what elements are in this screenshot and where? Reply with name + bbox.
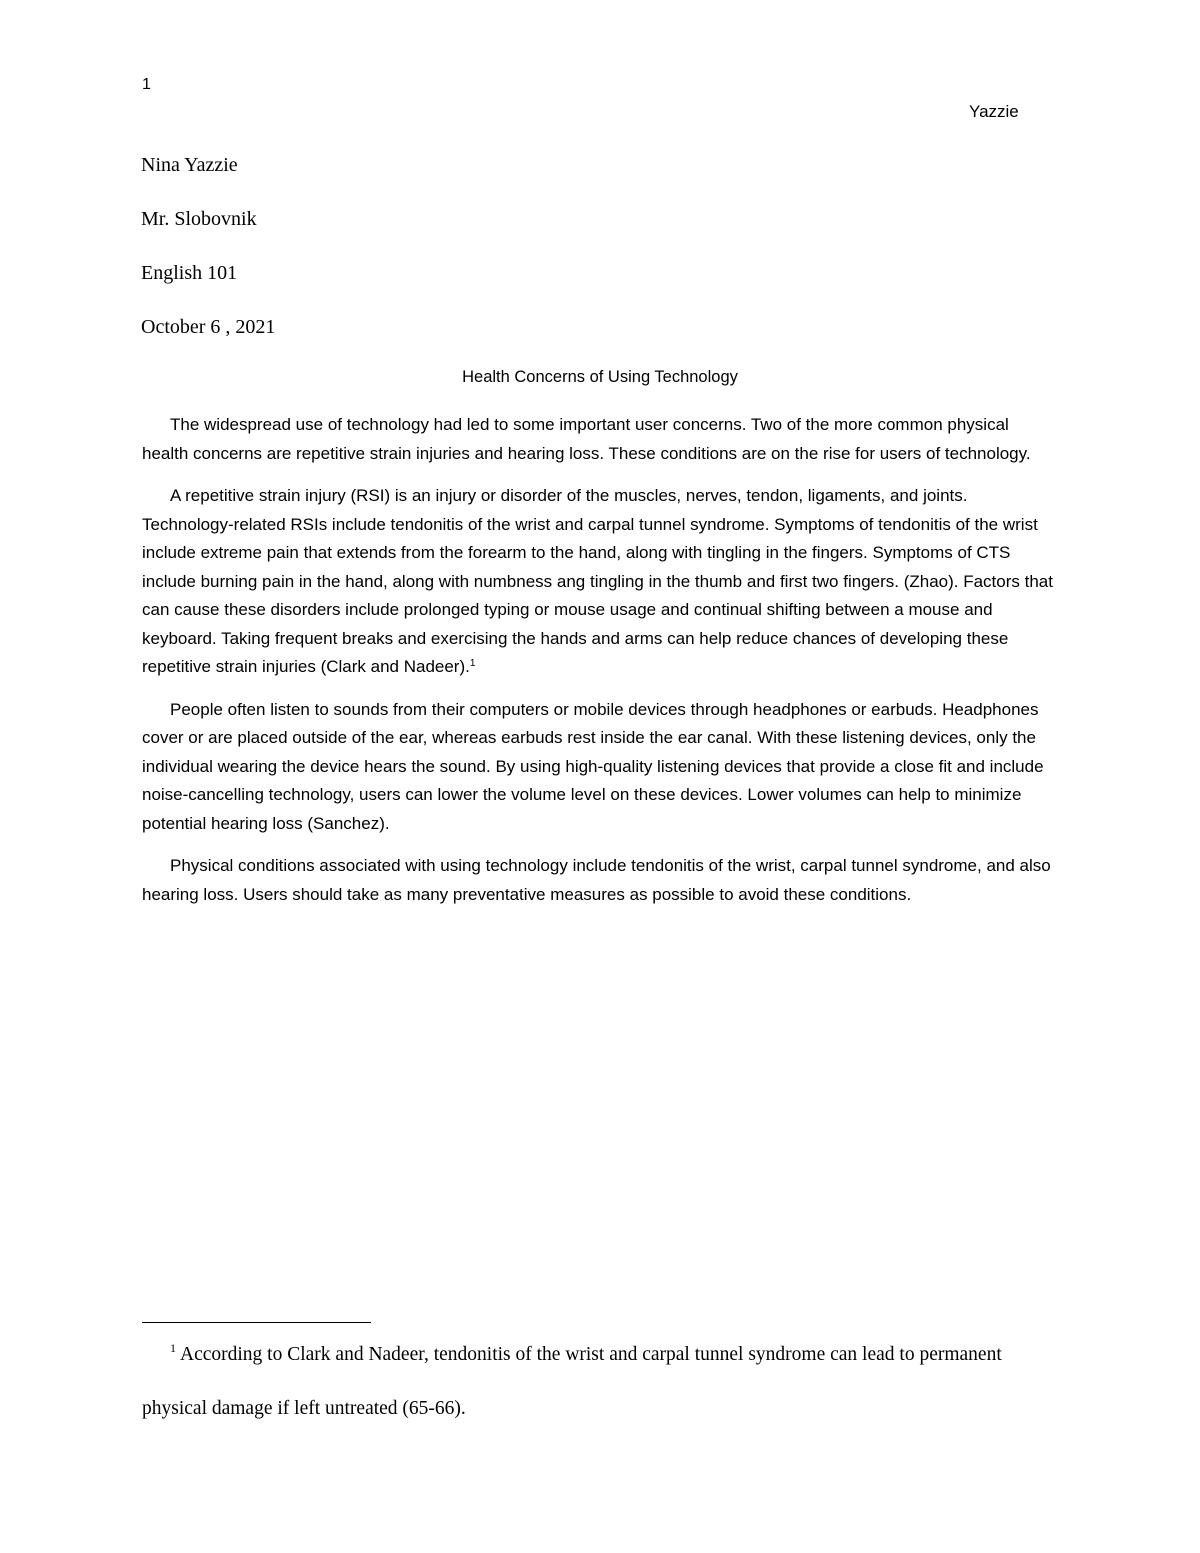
instructor-name: Mr. Slobovnik bbox=[141, 208, 257, 230]
paragraph-repetitive-strain bbox=[142, 482, 1054, 682]
paragraph-hearing-loss: People often listen to sounds from their computers or mobile devices through headphones or earbuds. Headphones cover or are placed outside of the ear, whereas earbuds rest inside the ear canal. With these listening devices, only the individual wearing the device hears the sound. By using high-quality listening devices that provide a close fit and include noise-cancelling technology, users can lower the volume level on these devices. Lower volumes can help to minimize potential hearing loss (Sanchez). bbox=[142, 699, 1044, 833]
essay-title: Health Concerns of Using Technology bbox=[462, 368, 738, 386]
document-date: October 6 , 2021 bbox=[141, 316, 276, 338]
page-number: 1 bbox=[142, 76, 151, 93]
footnote-reference[interactable]: 1 bbox=[469, 658, 476, 669]
footnote-text: According to Clark and Nadeer, tendonitis of the wrist and carpal tunnel syndrome can lead to permanent physical damage if left untreated (65-66). bbox=[142, 1344, 1002, 1419]
paragraph-introduction: The widespread use of technology had led to some important user concerns. Two of the more common physical health concerns are repetitive strain injuries and hearing loss. These conditions are on the rise for users of technology. bbox=[142, 415, 1031, 463]
course-name: English 101 bbox=[141, 262, 238, 284]
paragraph-conclusion: Physical conditions associated with using technology include tendonitis of the wrist, carpal tunnel syndrome, and also hearing loss. Users should take as many preventative measures as possible to avoid these conditions. bbox=[142, 856, 1051, 904]
footnote-marker: 1 bbox=[170, 1341, 176, 1355]
footnote-separator bbox=[142, 1322, 371, 1323]
paragraph-repetitive-strain-text: A repetitive strain injury (RSI) is an injury or disorder of the muscles, nerves, tendon, ligaments, and joints. Technology-related RSIs include tendonitis of the wrist and carpal tunnel syndrome. Symptoms of tendonitis of the wrist include extreme pain that extends from the forearm to the hand, along with tingling in the fingers. Symptoms of CTS include burning pain in the hand, along with numbness ang tingling in the thumb and first two fingers. (Zhao). Factors that can cause these disorders include prolonged typing or mouse usage and continual shifting between a mouse and keyboard. Taking frequent breaks and exercising the hands and arms can help reduce chances of developing these repetitive strain injuries (Clark and Nadeer). bbox=[142, 486, 1053, 676]
essay-body bbox=[142, 411, 1054, 923]
mla-heading-block bbox=[141, 150, 275, 366]
footnote bbox=[142, 1328, 1057, 1436]
student-name: Nina Yazzie bbox=[141, 154, 238, 176]
running-head: Yazzie bbox=[969, 102, 1019, 121]
